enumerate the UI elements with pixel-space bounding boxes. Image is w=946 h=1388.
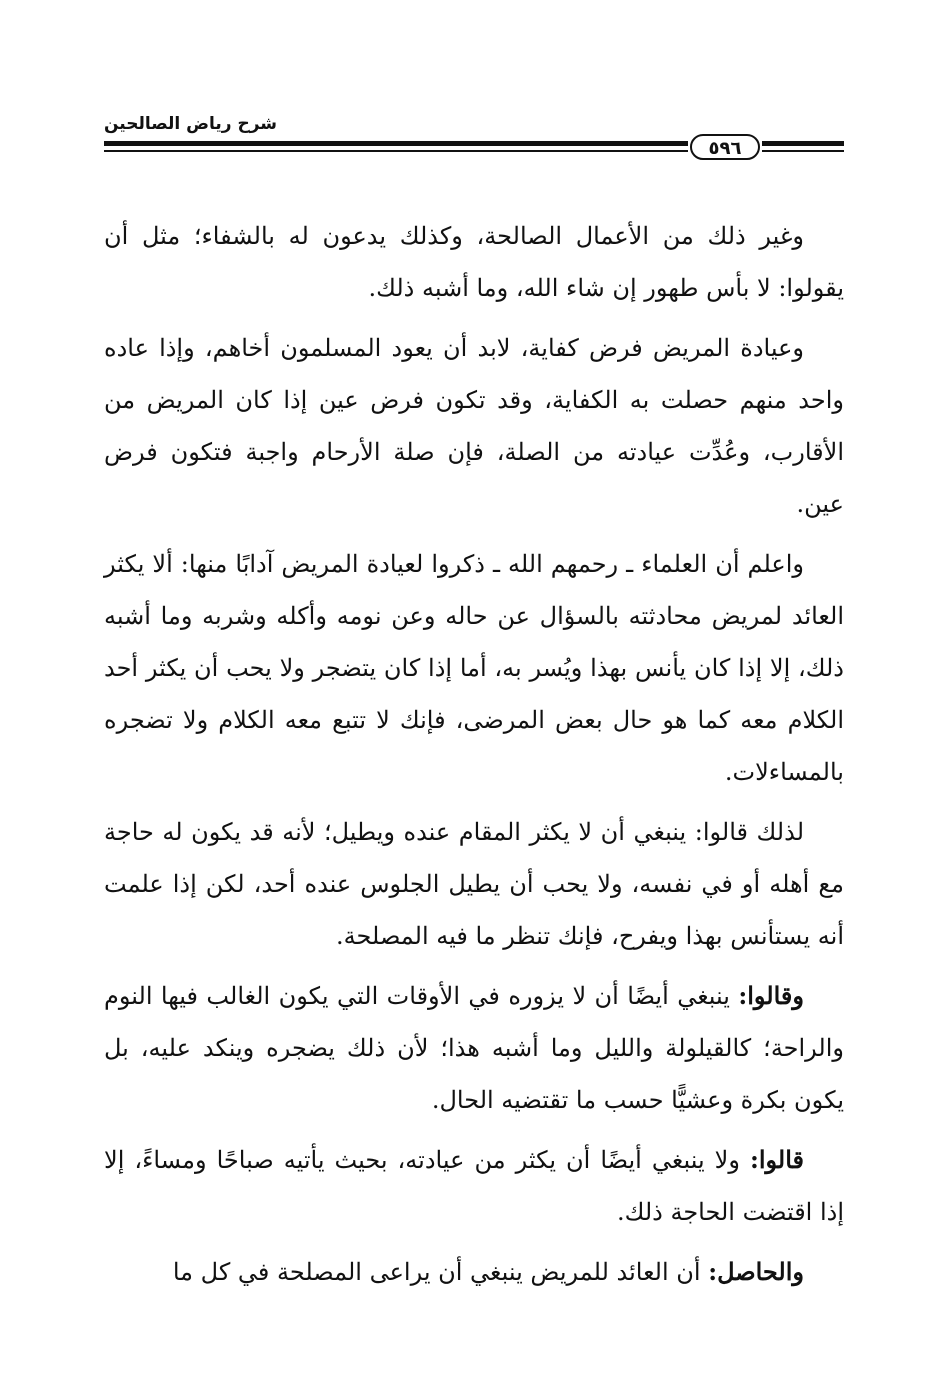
book-title: شرح رياض الصالحين <box>104 114 278 134</box>
paragraph-text: وعيادة المريض فرض كفاية، لابد أن يعود المسلمون أخاهم، وإذا عاده واحد منهم حصلت به الكفاية، وقد تكون فرض عين إذا كان المريض من الأقارب، وعُدِّت عيادته من الصلة، فإن صلة الأرحام واجبة فتكون فرض عين. <box>104 334 844 518</box>
header-rule-thick-right <box>762 141 844 146</box>
paragraph <box>104 538 844 798</box>
page-number-badge: ٥٩٦ <box>690 134 760 160</box>
header-rule-thick <box>104 141 688 146</box>
paragraph-text: أن العائد للمريض ينبغي أن يراعى المصلحة في كل ما <box>172 1258 709 1286</box>
paragraph-lead: والحاصل: <box>708 1257 804 1286</box>
paragraph <box>104 1246 844 1298</box>
header-rule-thin-right <box>762 150 844 152</box>
paragraph-text: ولا ينبغي أيضًا أن يكثر من عيادته، بحيث يأتيه صباحًا ومساءً، إلا إذا اقتضت الحاجة ذلك. <box>104 1146 844 1226</box>
paragraph <box>104 210 844 314</box>
paragraph <box>104 806 844 962</box>
paragraph-text: لذلك قالوا: ينبغي أن لا يكثر المقام عنده ويطيل؛ لأنه قد يكون له حاجة مع أهله أو في نفسه، ولا يحب أن يطيل الجلوس عنده أحد، لكن إذا علمت أنه يستأنس بهذا ويفرح، فإنك تنظر ما فيه المصلحة. <box>104 818 844 950</box>
page-header <box>104 114 844 164</box>
paragraph-lead: وقالوا: <box>738 981 804 1010</box>
paragraph-text: وغير ذلك من الأعمال الصالحة، وكذلك يدعون له بالشفاء؛ مثل أن يقولوا: لا بأس طهور إن شاء الله، وما أشبه ذلك. <box>104 222 844 302</box>
paragraph-text: واعلم أن العلماء ـ رحمهم الله ـ ذكروا لعيادة المريض آدابًا منها: ألا يكثر العائد لمريض محادثته بالسؤال عن حاله وعن نومه وأكله وشربه وما أشبه ذلك، إلا إذا كان يأنس بهذا ويُسر به، أما إذا كان يتضجر ولا يحب أن يكثر أحد الكلام معه كما هو حال بعض المرضى، فإنك لا تتبع معه الكلام ولا تضجره بالمساءلات. <box>104 550 844 786</box>
paragraph <box>104 322 844 530</box>
paragraph <box>104 970 844 1126</box>
paragraph-lead: قالوا: <box>749 1145 804 1174</box>
paragraph <box>104 1134 844 1238</box>
header-rule-thin <box>104 150 688 152</box>
body-text <box>104 210 844 1306</box>
paragraph-text: ينبغي أيضًا أن لا يزوره في الأوقات التي يكون الغالب فيها النوم والراحة؛ كالقيلولة والليل وما أشبه هذا؛ لأن ذلك يضجره وينكد عليه، بل يكون بكرة وعشيًّا حسب ما تقتضيه الحال. <box>104 982 844 1114</box>
